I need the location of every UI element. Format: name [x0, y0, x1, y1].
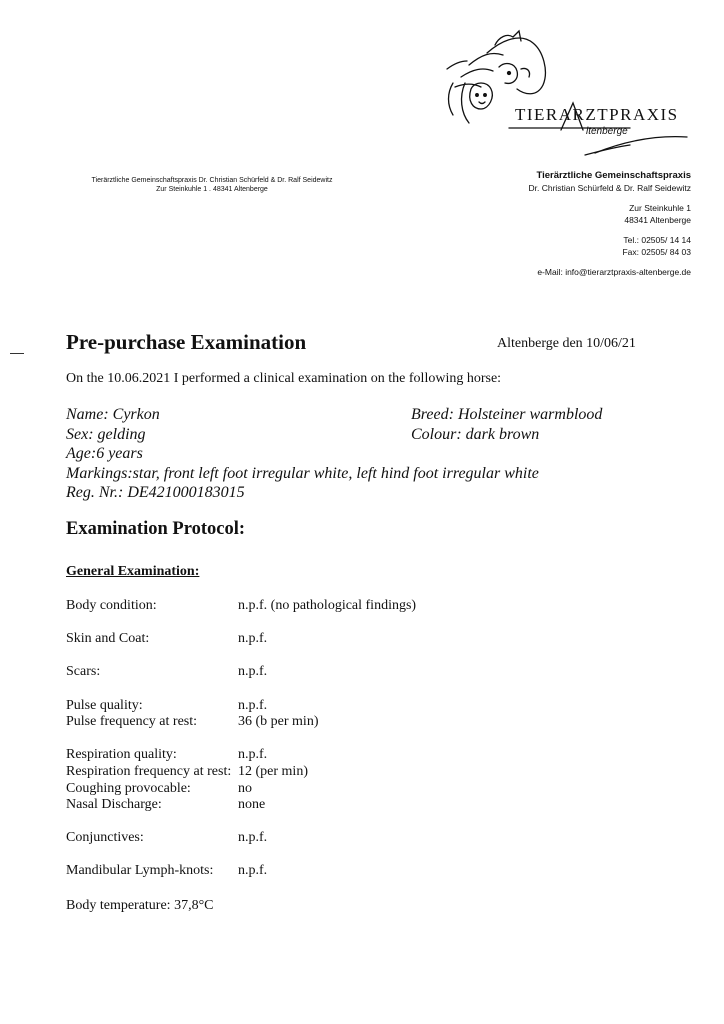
document-title: Pre-purchase Examination: [66, 330, 307, 354]
intro-sentence: On the 10.06.2021 I performed a clinical examination on the following horse:: [66, 371, 502, 386]
horse-name: Name: Cyrkon: [66, 406, 160, 423]
finding-row: [66, 763, 308, 780]
horse-colour: Colour: dark brown: [411, 425, 540, 443]
practice-name: Tierärztliche Gemeinschaftspraxis: [536, 170, 691, 181]
finding-row: [66, 780, 252, 797]
finding-row: [66, 829, 268, 846]
finding-label: Coughing provocable:: [66, 781, 191, 796]
place-date: Altenberge den 10/06/21: [497, 336, 636, 351]
finding-row: [66, 597, 417, 614]
finding-row: [66, 897, 214, 914]
finding-row: [66, 663, 268, 680]
finding-value: no: [238, 781, 252, 796]
finding-value: 36 (b per min): [238, 714, 319, 729]
horse-reg-nr: Reg. Nr.: DE421000183015: [66, 484, 245, 501]
finding-row: [66, 862, 268, 879]
finding-label: Body condition:: [66, 598, 157, 613]
horse-breed: Breed: Holsteiner warmblood: [411, 406, 603, 423]
horse-sex: Sex: gelding: [66, 425, 146, 443]
sender-line-1: Tierärztliche Gemeinschaftspraxis Dr. Christian Schürfeld & Dr. Ralf Seidewitz: [91, 177, 333, 184]
finding-value: n.p.f.: [238, 747, 268, 762]
general-exam-heading: General Examination:: [66, 564, 200, 579]
practice-logo: [425, 25, 710, 165]
finding-row: [66, 630, 268, 647]
practice-fax: Fax: 02505/ 84 03: [622, 247, 691, 257]
practice-doctors: Dr. Christian Schürfeld & Dr. Ralf Seidewitz: [528, 183, 691, 193]
practice-tel: Tel.: 02505/ 14 14: [623, 235, 691, 245]
finding-value: n.p.f.: [238, 698, 268, 713]
finding-value: n.p.f.: [238, 664, 268, 679]
logo-sub-text: ltenberge: [586, 126, 628, 137]
finding-value: n.p.f.: [238, 830, 268, 845]
logo-main-text: TIERARZTPRAXIS: [515, 105, 679, 124]
finding-label: Nasal Discharge:: [66, 797, 162, 812]
finding-label: Pulse frequency at rest:: [66, 714, 198, 729]
practice-address-block: [528, 170, 691, 278]
finding-value: n.p.f. (no pathological findings): [238, 598, 417, 613]
practice-city: 48341 Altenberge: [624, 215, 691, 225]
protocol-heading: Examination Protocol:: [66, 519, 245, 539]
horse-details: [66, 405, 686, 503]
finding-label: Pulse quality:: [66, 698, 143, 713]
finding-row: [66, 746, 268, 763]
finding-value: n.p.f.: [238, 863, 268, 878]
sender-address-line: [66, 176, 358, 194]
finding-value: n.p.f.: [238, 631, 268, 646]
finding-label: Respiration quality:: [66, 747, 177, 762]
finding-label: Skin and Coat:: [66, 631, 150, 646]
finding-label: Scars:: [66, 664, 101, 679]
finding-label: Body temperature: 37,8°C: [66, 898, 214, 913]
finding-row: [66, 713, 319, 730]
horse-age: Age:6 years: [66, 445, 143, 462]
finding-row: [66, 697, 268, 714]
finding-value: 12 (per min): [238, 764, 308, 779]
finding-label: Mandibular Lymph-knots:: [66, 863, 214, 878]
practice-street: Zur Steinkuhle 1: [629, 203, 691, 213]
horse-markings: Markings:star, front left foot irregular white, left hind foot irregular white: [66, 464, 539, 482]
finding-row: [66, 796, 266, 813]
finding-value: none: [238, 797, 266, 812]
practice-email: e-Mail: info@tierarztpraxis-altenberge.de: [537, 267, 691, 277]
finding-label: Respiration frequency at rest:: [66, 764, 232, 779]
finding-label: Conjunctives:: [66, 830, 144, 845]
margin-fold-mark: [10, 353, 24, 354]
sender-line-2: Zur Steinkuhle 1 . 48341 Altenberge: [156, 186, 268, 193]
horse-dog-logo-icon: [425, 25, 710, 165]
